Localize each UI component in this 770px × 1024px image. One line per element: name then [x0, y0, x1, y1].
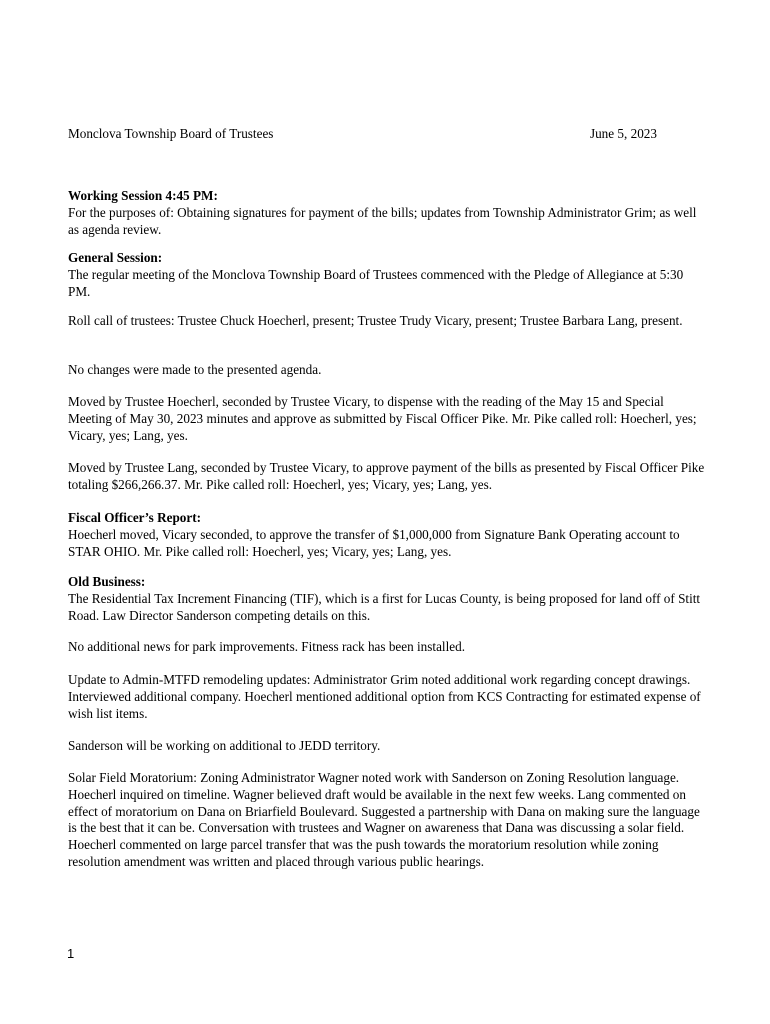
meeting-date: June 5, 2023 [589, 126, 657, 141]
old-business-section [68, 574, 708, 624]
minutes-motion-section [68, 394, 708, 444]
general-session-section [68, 250, 708, 300]
organization-name: Monclova Township Board of Trustees [68, 126, 274, 141]
solar-text: Solar Field Moratorium: Zoning Administrator Wagner noted work with Sanderson on Zoning Resolution language. Hoecherl inquired on timeline. Wagner believed draft would be available in the next few weeks. Lang commented on effect of moratorium on Dana on Briarfield Boulevard. Suggested a partnership with Dana on making sure the language is the best that it can be. Conversation with trustees and Wagner on awareness that Dana was discussing a solar field. Hoecherl commented on large parcel transfer that was the push towards the moratorium resolution while zoning resolution amendment was written and placed through various public hearings. [68, 770, 700, 869]
document-header [68, 126, 657, 143]
park-section [68, 639, 708, 656]
tif-text: The Residential Tax Increment Financing (TIF), which is a first for Lucas County, is being proposed for land off of Stitt Road. Law Director Sanderson competing details on this. [68, 590, 701, 623]
fiscal-report-heading: Fiscal Officer’s Report: [68, 510, 202, 525]
working-session-section [68, 188, 708, 238]
roll-call-section [68, 313, 708, 330]
agenda-note-text: No changes were made to the presented agenda. [68, 362, 322, 377]
general-session-heading: General Session: [68, 250, 163, 265]
admin-mtfd-text: Update to Admin-MTFD remodeling updates: Administrator Grim noted additional work regarding concept drawings. Interviewed additional company. Hoecherl mentioned additional option from KCS Contracting for estimated expense of wish list items. [68, 672, 701, 721]
roll-call-text: Roll call of trustees: Trustee Chuck Hoecherl, present; Trustee Trudy Vicary, present; Trustee Barbara Lang, present. [68, 313, 683, 328]
jedd-section [68, 738, 708, 755]
solar-section [68, 770, 708, 871]
jedd-text: Sanderson will be working on additional to JEDD territory. [68, 738, 381, 753]
old-business-heading: Old Business: [68, 574, 146, 589]
fiscal-report-section [68, 510, 708, 560]
agenda-section [68, 362, 708, 379]
admin-mtfd-section [68, 672, 708, 722]
park-text: No additional news for park improvements. Fitness rack has been installed. [68, 639, 465, 654]
working-session-text: For the purposes of: Obtaining signatures for payment of the bills; updates from Township Administrator Grim; as well as agenda review. [68, 204, 697, 237]
general-session-text: The regular meeting of the Monclova Township Board of Trustees commenced with the Pledge of Allegiance at 5:30 PM. [68, 266, 684, 299]
bills-motion-text: Moved by Trustee Lang, seconded by Trustee Vicary, to approve payment of the bills as presented by Fiscal Officer Pike totaling $266,266.37. Mr. Pike called roll: Hoecherl, yes; Vicary, yes; Lang, yes. [68, 460, 705, 492]
working-session-heading: Working Session 4:45 PM: [68, 188, 218, 203]
fiscal-report-text: Hoecherl moved, Vicary seconded, to approve the transfer of $1,000,000 from Signature Bank Operating account to STAR OHIO. Mr. Pike called roll: Hoecherl, yes; Vicary, yes; Lang, yes. [68, 526, 680, 559]
bills-motion-section [68, 460, 708, 494]
minutes-motion-text: Moved by Trustee Hoecherl, seconded by Trustee Vicary, to dispense with the reading of the May 15 and Special Meeting of May 30, 2023 minutes and approve as submitted by Fiscal Officer Pike. Mr. Pike called roll: Hoecherl, yes; Vicary, yes; Lang, yes. [68, 394, 697, 443]
page-number: 1 [67, 946, 75, 961]
